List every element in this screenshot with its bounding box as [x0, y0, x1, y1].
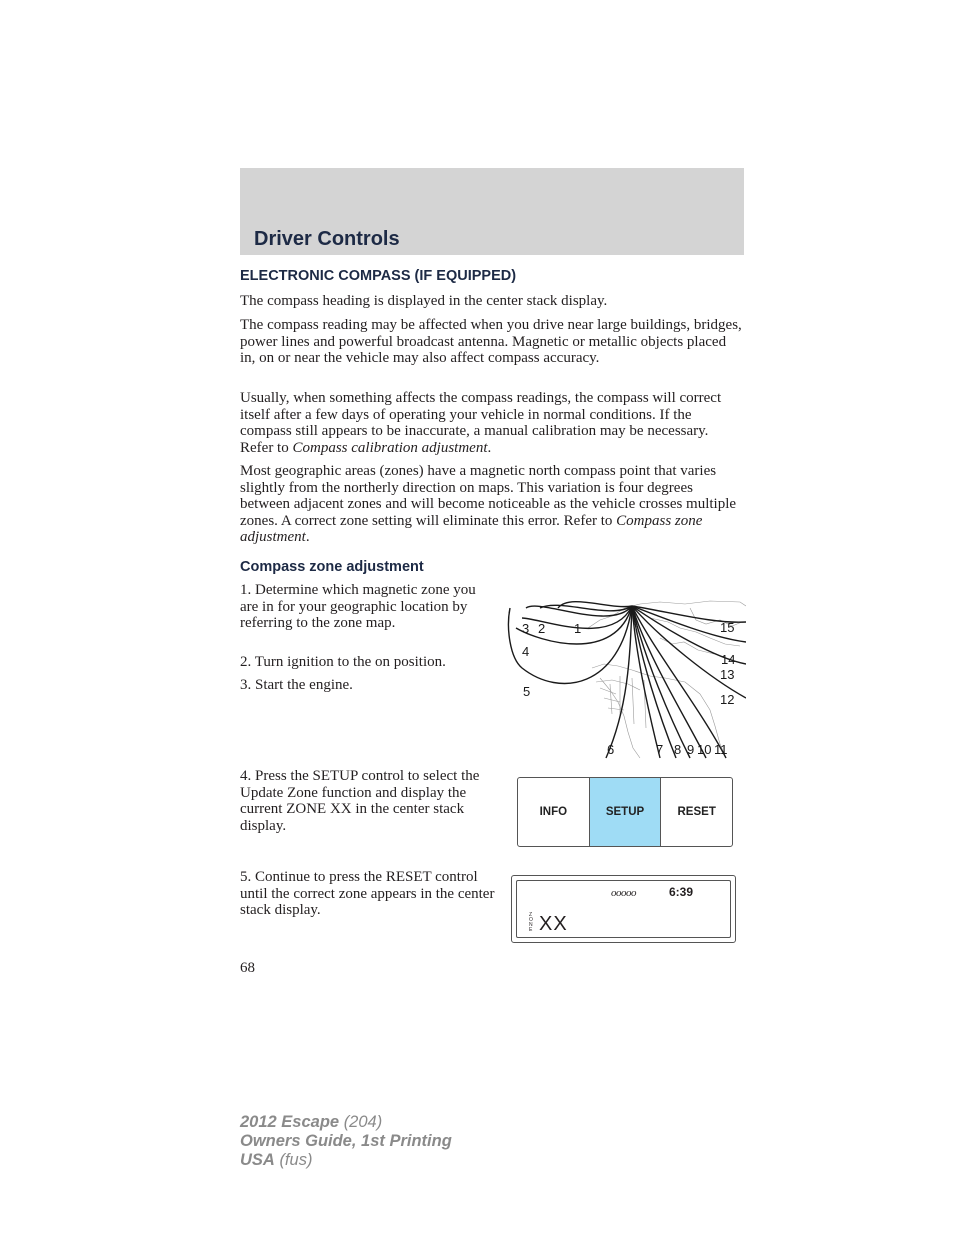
- subheading-compass-zone: Compass zone adjustment: [240, 559, 424, 575]
- center-stack-display: [511, 875, 736, 943]
- zone-label-3: 3: [522, 621, 530, 636]
- zone-adjustment-reference: Compass zone adjustment: [240, 512, 703, 545]
- step-1: 1. Determine which magnetic zone you are in for your geographic location by referring to the zone map.: [240, 582, 476, 631]
- calibration-reference: Compass calibration adjustment: [292, 439, 488, 456]
- zone-label-11: 11: [714, 742, 728, 757]
- step-5: 5. Continue to press the RESET control until the correct zone appears in the center stack display.: [240, 869, 495, 918]
- zone-label-14: 14: [721, 652, 736, 667]
- zone-label-13: 13: [720, 667, 735, 682]
- control-panel: [517, 777, 733, 847]
- paragraph-4-text: Most geographic areas (zones) have a magnetic north compass point that varies slightly from the northerly direction on maps. This variation is four degrees between adjacent zones and will become noticeable as the vehicle crosses multiple zones. A correct zone setting will eliminate this error. Refer to: [240, 463, 737, 529]
- paragraph-3-end: .: [487, 439, 492, 456]
- paragraph-4-end: .: [305, 529, 310, 545]
- paragraph-4: [240, 463, 745, 546]
- footer-region: USA: [240, 1151, 275, 1169]
- display-clock: 6:39: [669, 885, 694, 899]
- footer-model-code: (204): [343, 1113, 383, 1131]
- step-2: 2. Turn ignition to the on position.: [240, 654, 446, 670]
- footer-region-code: (fus): [279, 1151, 313, 1169]
- zone-label-4: 4: [522, 644, 530, 659]
- step-3: 3. Start the engine.: [240, 677, 353, 693]
- paragraph-3: [240, 390, 745, 456]
- setup-button[interactable]: SETUP: [589, 778, 661, 846]
- zone-label-2: 2: [538, 621, 546, 636]
- zone-label-8: 8: [674, 742, 682, 757]
- display-zone-value: XX: [539, 913, 568, 935]
- zone-label-10: 10: [697, 742, 712, 757]
- info-button[interactable]: INFO: [539, 806, 568, 818]
- display-indicator-dots: ooooo: [611, 887, 636, 899]
- footer-guide: Owners Guide, 1st Printing: [240, 1132, 452, 1150]
- display-zone-label: ZONE: [529, 912, 533, 933]
- paragraph-3-text: Usually, when something affects the compass readings, the compass will correct itself after a few days of operating your vehicle in normal conditions. If the compass still appears to be inaccurate, a manual calibration may be necessary. Refer to: [240, 390, 722, 456]
- step-4: 4. Press the SETUP control to select the Update Zone function and display the current ZONE XX in the center stack display.: [240, 768, 480, 834]
- paragraph-2: The compass reading may be affected when you drive near large buildings, bridges, power lines and powerful broadcast antenna. Magnetic or metallic objects placed in, on or near the vehicle may also affect compass accuracy.: [240, 317, 742, 366]
- zone-label-15: 15: [720, 620, 735, 635]
- page-number: 68: [240, 960, 255, 976]
- zone-label-5: 5: [523, 684, 531, 699]
- section-title: Driver Controls: [254, 228, 400, 250]
- zone-label-6: 6: [607, 742, 615, 757]
- footer-model: 2012 Escape: [240, 1113, 340, 1131]
- article-heading: ELECTRONIC COMPASS (IF EQUIPPED): [240, 268, 517, 284]
- zone-label-9: 9: [687, 742, 695, 757]
- display-screen: [516, 880, 731, 938]
- magnetic-zone-map: [500, 598, 746, 760]
- paragraph-1: The compass heading is displayed in the center stack display.: [240, 293, 608, 309]
- reset-button[interactable]: RESET: [660, 778, 732, 846]
- zone-label-7: 7: [656, 742, 664, 757]
- section-header-band: [240, 168, 744, 255]
- zone-label-12: 12: [720, 692, 735, 707]
- document-footer: [240, 1113, 452, 1170]
- zone-label-1: 1: [574, 621, 582, 636]
